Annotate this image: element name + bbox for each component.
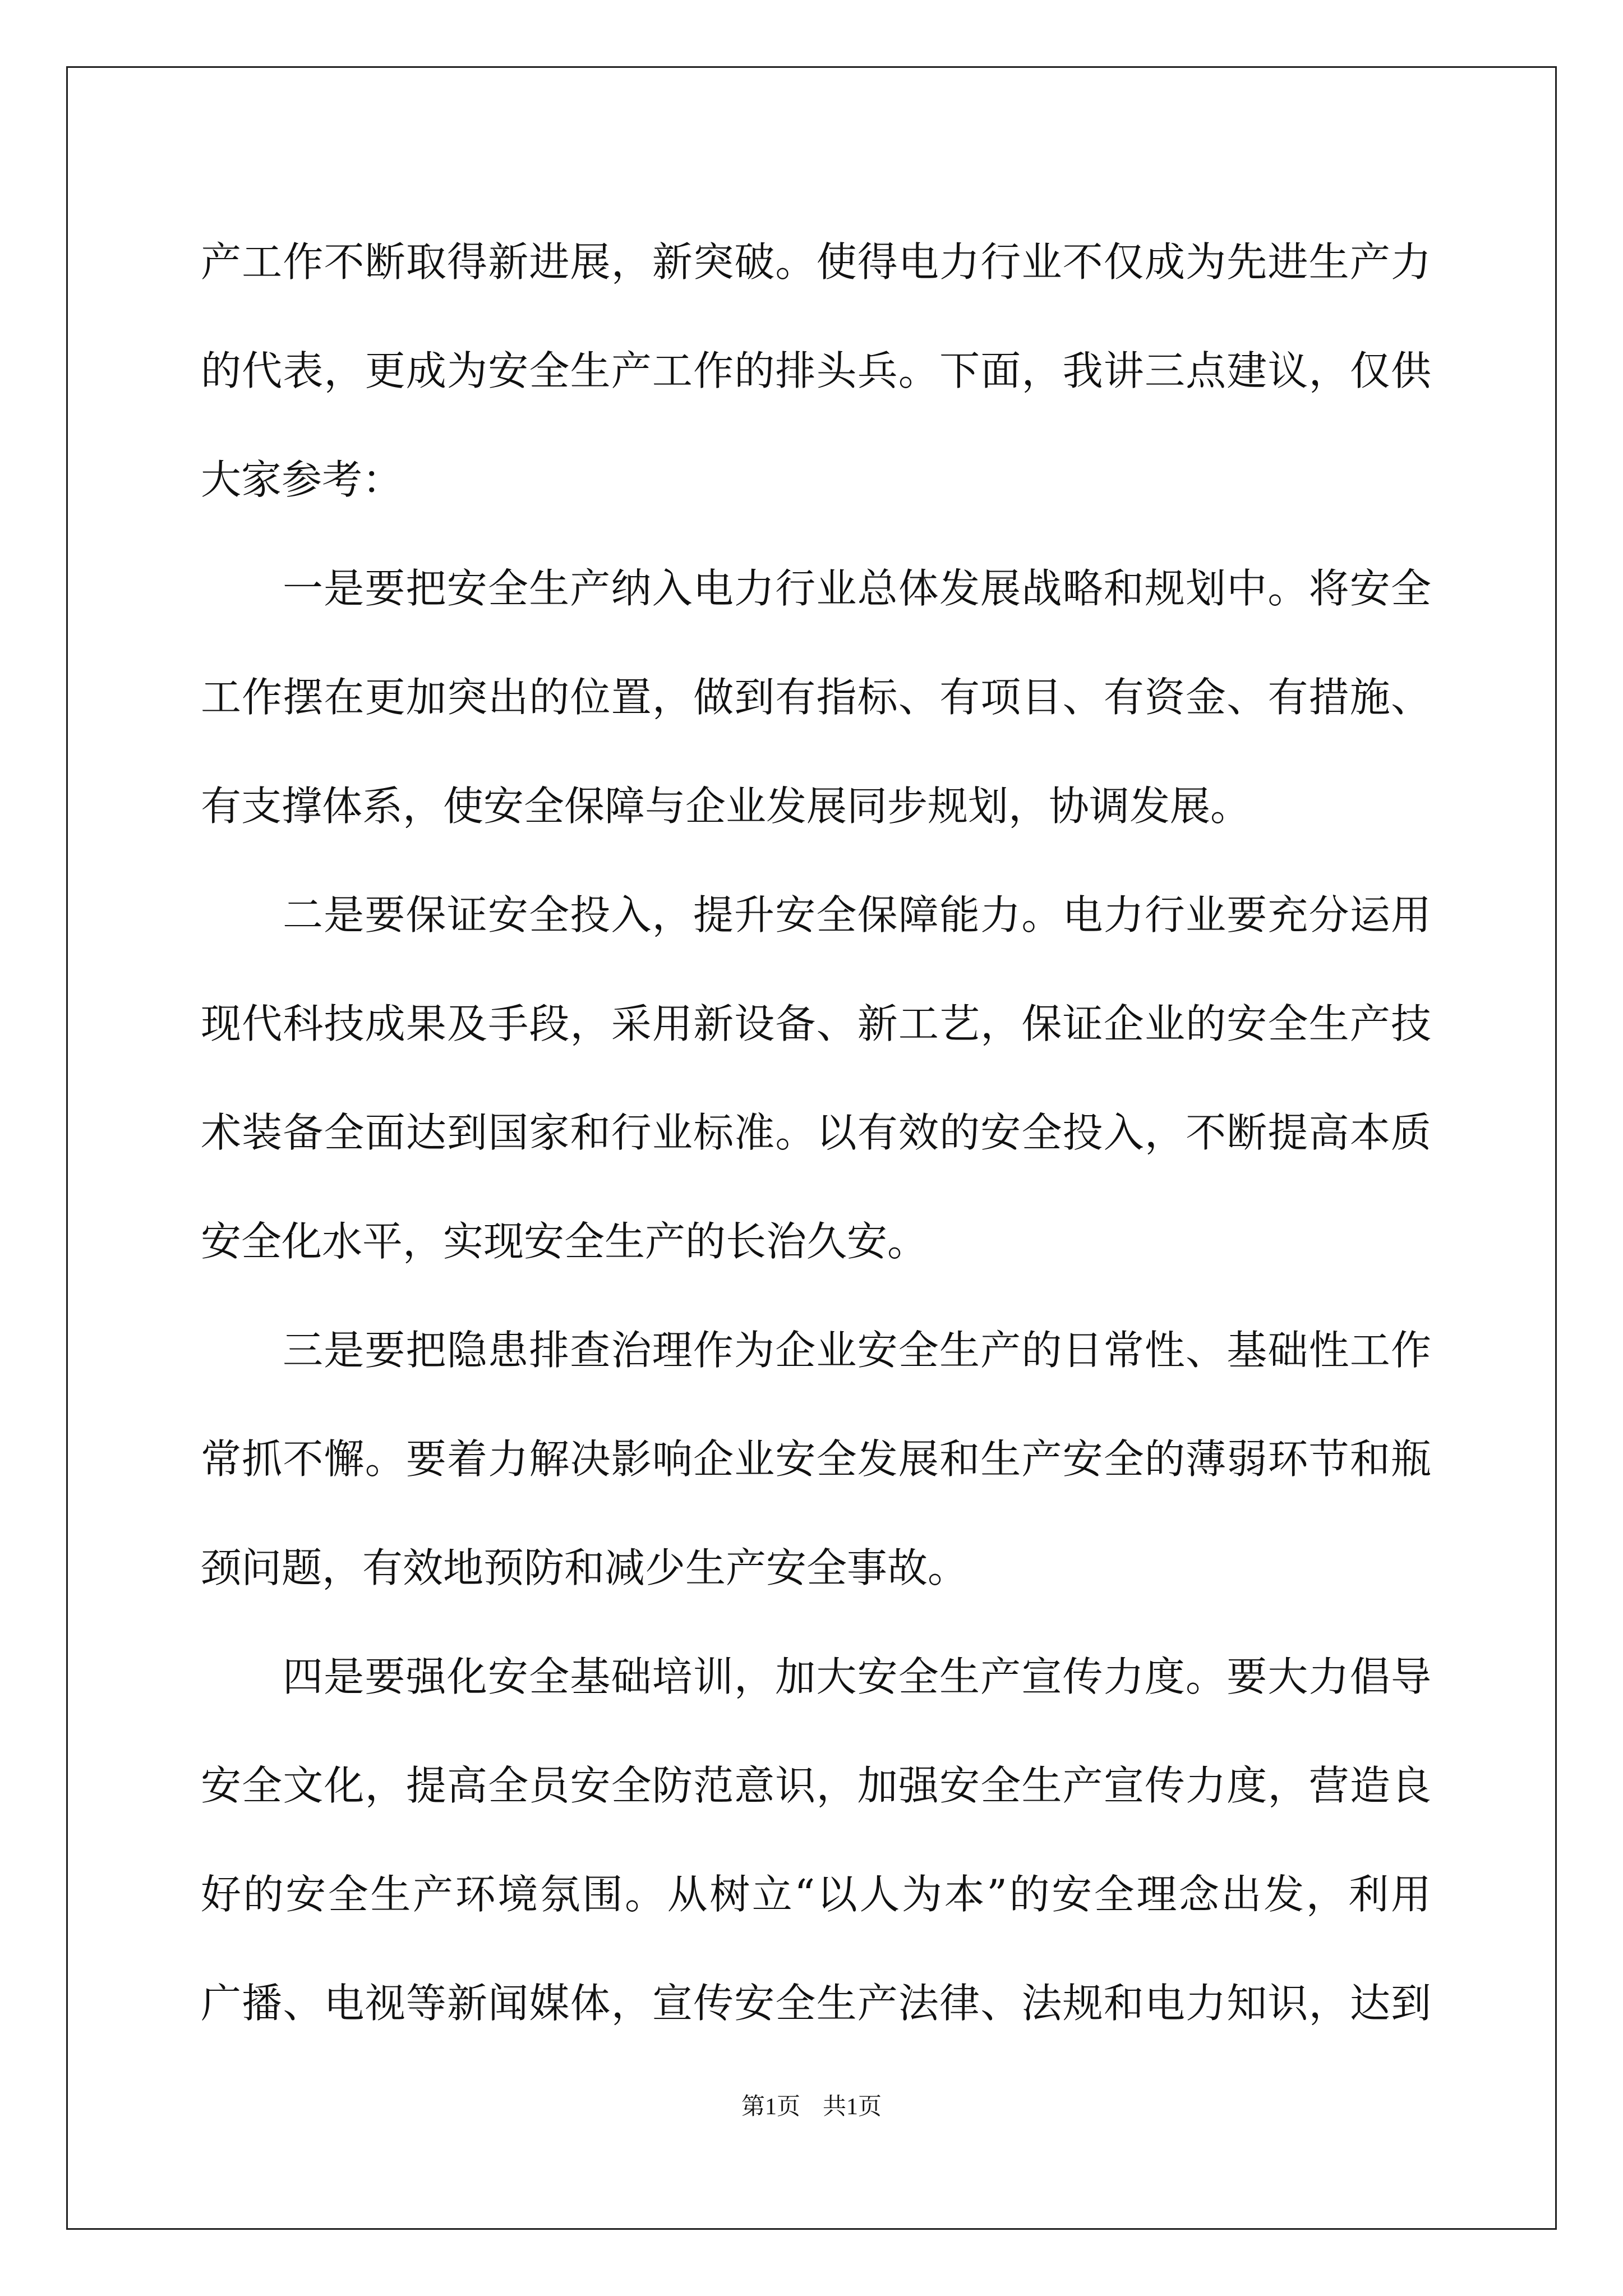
- text-line: 一是要把安全生产纳入电力行业总体发展战略和规划中。将安全: [283, 565, 1431, 612]
- text-line: 工作摆在更加突出的位置，做到有指标、有项目、有资金、有措施、: [201, 674, 1431, 721]
- page-footer: [0, 2088, 1623, 2122]
- text-line: 颈问题，有效地预防和减少生产安全事故。: [201, 1544, 969, 1591]
- text-line: 广播、电视等新闻媒体，宣传安全生产法律、法规和电力知识，达到: [201, 1980, 1431, 2027]
- text-line: 四是要强化安全基础培训，加大安全生产宣传力度。要大力倡导: [283, 1653, 1431, 1700]
- text-line: 大家参考：: [201, 456, 403, 503]
- text-line: 产工作不断取得新进展，新突破。使得电力行业不仅成为先进生产力: [201, 238, 1431, 286]
- text-line: 安全文化，提高全员安全防范意识，加强安全生产宣传力度，营造良: [201, 1762, 1431, 1809]
- text-line: 二是要保证安全投入，提升安全保障能力。电力行业要充分运用: [283, 891, 1431, 938]
- text-line: 安全化水平，实现安全生产的长治久安。: [201, 1218, 928, 1265]
- text-line: 术装备全面达到国家和行业标准。以有效的安全投入，不断提高本质: [201, 1109, 1431, 1156]
- text-line: 有支撑体系，使安全保障与企业发展同步规划，协调发展。: [201, 783, 1251, 830]
- text-line: 常抓不懈。要着力解决影响企业安全发展和生产安全的薄弱环节和瓶: [201, 1435, 1431, 1483]
- page-number-current: 第1页: [741, 2094, 800, 2120]
- document-body: [201, 208, 1431, 2058]
- text-line: 现代科技成果及手段，采用新设备、新工艺，保证企业的安全生产技: [201, 1000, 1431, 1047]
- text-line: 好的安全生产环境氛围。从树立“以人为本”的安全理念出发，利用: [201, 1871, 1431, 1918]
- page-number-total: 共1页: [823, 2094, 882, 2120]
- text-line: 的代表，更成为安全生产工作的排头兵。下面，我讲三点建议，仅供: [201, 347, 1431, 394]
- text-line: 三是要把隐患排查治理作为企业安全生产的日常性、基础性工作: [283, 1327, 1431, 1374]
